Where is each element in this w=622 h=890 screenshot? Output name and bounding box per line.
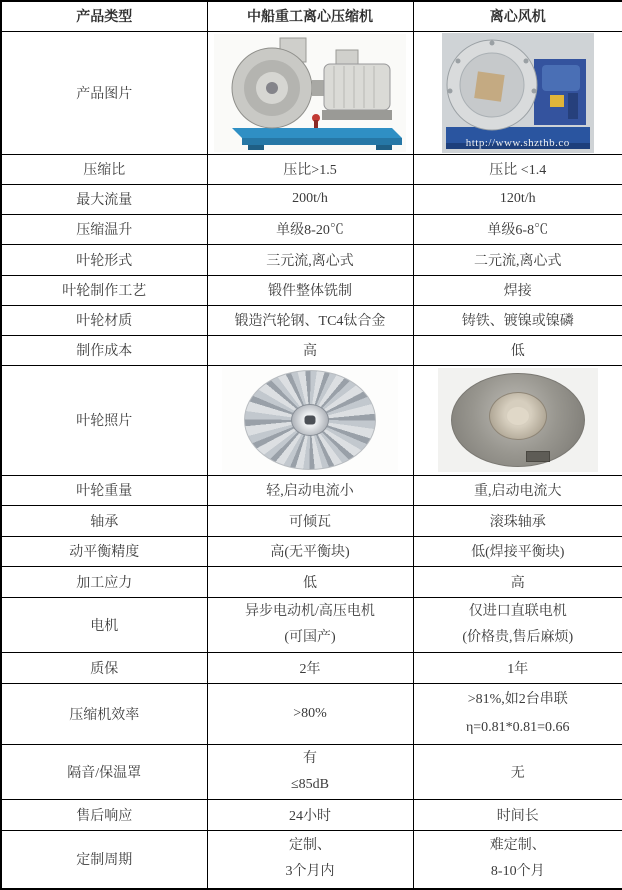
row-warranty — [1, 652, 622, 683]
fan-sound-cover: 无 — [413, 744, 622, 799]
compressor-efficiency: >80% — [207, 683, 413, 744]
row-label-efficiency: 压缩机效率 — [1, 683, 207, 744]
row-label-impeller-process: 叶轮制作工艺 — [1, 275, 207, 305]
fan-balance-precision: 低(焊接平衡块) — [413, 536, 622, 566]
fan-machining-stress: 高 — [413, 566, 622, 597]
compressor-custom-cycle-line1: 定制、 — [289, 838, 331, 854]
centrifugal-compressor-illustration — [214, 34, 406, 152]
compressor-after-sales: 24小时 — [207, 799, 413, 830]
fan-compression-ratio: 压比 <1.4 — [413, 154, 622, 184]
compressor-sound-cover-line1: 有 — [303, 750, 317, 766]
fan-efficiency-line1: >81%,如2台串联 — [467, 691, 568, 707]
compressor-custom-cycle-line2: 3个月内 — [285, 864, 335, 880]
compressor-temp-rise: 单级8-20℃ — [207, 214, 413, 244]
compressor-impeller-process: 锻件整体铣制 — [207, 275, 413, 305]
compressor-motor — [207, 597, 413, 652]
compressor-impeller-type: 三元流,离心式 — [207, 244, 413, 275]
header-row — [1, 1, 622, 31]
row-impeller-material — [1, 305, 622, 335]
row-label-impeller-type: 叶轮形式 — [1, 244, 207, 275]
row-label-production-cost: 制作成本 — [1, 335, 207, 365]
fan-custom-cycle-line1: 难定制、 — [489, 838, 546, 854]
compressor-motor-line1: 异步电动机/高压电机 — [245, 603, 375, 619]
row-label-compression-ratio: 压缩比 — [1, 154, 207, 184]
compressor-machining-stress: 低 — [207, 566, 413, 597]
row-label-bearing: 轴承 — [1, 505, 207, 536]
fan-product-photo — [442, 33, 594, 153]
fan-impeller-material: 铸铁、镀镍或镍磷 — [413, 305, 622, 335]
fan-photo-watermark: http://www.shzthb.co — [465, 136, 570, 149]
col-header-product-type: 产品类型 — [1, 1, 207, 31]
row-compression-ratio — [1, 154, 622, 184]
row-after-sales — [1, 799, 622, 830]
compressor-production-cost: 高 — [207, 335, 413, 365]
fan-efficiency-line2: η=0.81*0.81=0.66 — [465, 719, 570, 735]
compressor-sound-cover-line2: ≤85dB — [290, 776, 330, 792]
row-label-machining-stress: 加工应力 — [1, 566, 207, 597]
compressor-balance-precision: 高(无平衡块) — [207, 536, 413, 566]
fan-custom-cycle-line2: 8-10个月 — [490, 864, 545, 880]
fan-after-sales: 时间长 — [413, 799, 622, 830]
row-motor — [1, 597, 622, 652]
fan-motor-line2: (价格贵,售后麻烦) — [462, 629, 574, 645]
row-impeller-process — [1, 275, 622, 305]
compressor-product-photo — [214, 34, 406, 152]
compressor-impeller-material: 锻造汽轮钢、TC4钛合金 — [207, 305, 413, 335]
compressor-max-flow: 200t/h — [207, 184, 413, 214]
row-product-photo — [1, 31, 622, 154]
row-impeller-type — [1, 244, 622, 275]
fan-custom-cycle — [413, 830, 622, 889]
fan-temp-rise: 单级6-8℃ — [413, 214, 622, 244]
milled-impeller-illustration — [244, 370, 376, 470]
welded-impeller-photo — [438, 368, 598, 472]
row-machining-stress — [1, 566, 622, 597]
welded-impeller-illustration — [451, 373, 585, 467]
row-balance-precision — [1, 536, 622, 566]
compressor-bearing: 可倾瓦 — [207, 505, 413, 536]
fan-impeller-type: 二元流,离心式 — [413, 244, 622, 275]
fan-bearing: 滚珠轴承 — [413, 505, 622, 536]
compressor-custom-cycle — [207, 830, 413, 889]
row-max-flow — [1, 184, 622, 214]
row-label-impeller-weight: 叶轮重量 — [1, 475, 207, 505]
row-label-impeller-material: 叶轮材质 — [1, 305, 207, 335]
row-label-temp-rise: 压缩温升 — [1, 214, 207, 244]
row-impeller-weight — [1, 475, 622, 505]
row-custom-cycle — [1, 830, 622, 889]
row-production-cost — [1, 335, 622, 365]
compressor-impeller-weight: 轻,启动电流小 — [207, 475, 413, 505]
row-label-max-flow: 最大流量 — [1, 184, 207, 214]
fan-impeller-process: 焊接 — [413, 275, 622, 305]
row-bearing — [1, 505, 622, 536]
row-label-balance-precision: 动平衡精度 — [1, 536, 207, 566]
centrifugal-fan-illustration — [442, 33, 594, 153]
row-label-impeller-photo: 叶轮照片 — [1, 365, 207, 475]
compressor-sound-cover — [207, 744, 413, 799]
row-label-motor: 电机 — [1, 597, 207, 652]
col-header-compressor: 中船重工离心压缩机 — [207, 1, 413, 31]
col-header-fan: 离心风机 — [413, 1, 622, 31]
fan-production-cost: 低 — [413, 335, 622, 365]
compressor-motor-line2: (可国产) — [284, 629, 336, 645]
fan-motor — [413, 597, 622, 652]
fan-efficiency — [413, 683, 622, 744]
row-efficiency — [1, 683, 622, 744]
row-label-warranty: 质保 — [1, 652, 207, 683]
fan-motor-line1: 仅进口直联电机 — [468, 603, 567, 619]
row-label-after-sales: 售后响应 — [1, 799, 207, 830]
row-label-custom-cycle: 定制周期 — [1, 830, 207, 889]
fan-impeller-weight: 重,启动电流大 — [413, 475, 622, 505]
row-label-product-photo: 产品图片 — [1, 31, 207, 154]
compressor-compression-ratio: 压比>1.5 — [207, 154, 413, 184]
milled-impeller-photo — [222, 367, 398, 473]
row-sound-cover — [1, 744, 622, 799]
row-impeller-photo — [1, 365, 622, 475]
compressor-warranty: 2年 — [207, 652, 413, 683]
row-temp-rise — [1, 214, 622, 244]
fan-max-flow: 120t/h — [413, 184, 622, 214]
row-label-sound-cover: 隔音/保温罩 — [1, 744, 207, 799]
fan-warranty: 1年 — [413, 652, 622, 683]
